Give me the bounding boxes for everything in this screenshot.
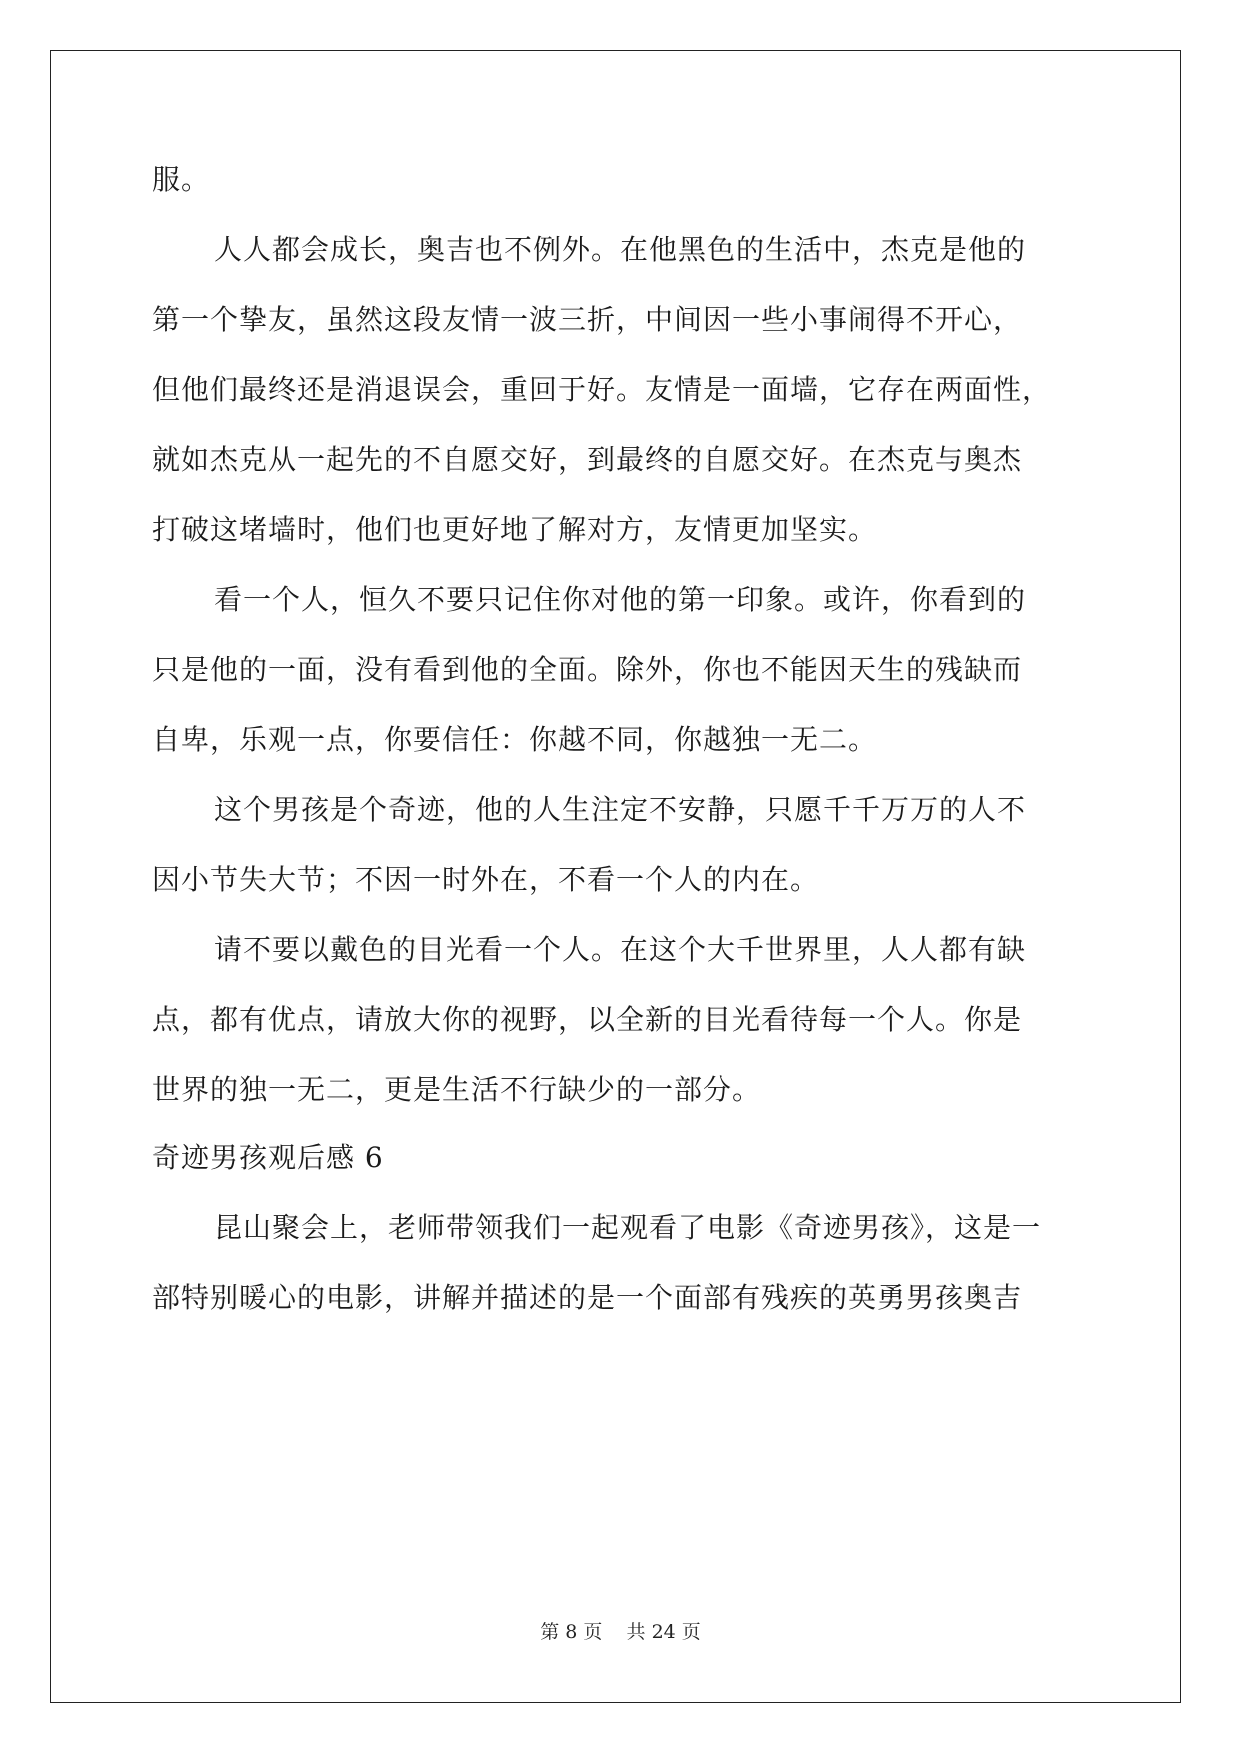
text-line: 自卑，乐观一点，你要信任：你越不同，你越独一无二。 [152, 723, 878, 756]
text-line: 服。 [152, 163, 211, 196]
text-line: 昆山聚会上，老师带领我们一起观看了电影《奇迹男孩》，这是一 [214, 1211, 1042, 1244]
text-line: 请不要以戴色的目光看一个人。在这个大千世界里，人人都有缺 [214, 933, 1027, 966]
text-line: 人人都会成长，奥吉也不例外。在他黑色的生活中，杰克是他的 [214, 233, 1027, 266]
text-line: 第一个挚友，虽然这段友情一波三折，中间因一些小事闹得不开心， [152, 303, 1023, 336]
text-line: 世界的独一无二，更是生活不行缺少的一部分。 [152, 1073, 762, 1106]
text-line: 就如杰克从一起先的不自愿交好，到最终的自愿交好。在杰克与奥杰 [152, 443, 1023, 476]
text-line: 部特别暖心的电影，讲解并描述的是一个面部有残疾的英勇男孩奥吉 [152, 1281, 1023, 1314]
text-line: 看一个人，恒久不要只记住你对他的第一印象。或许，你看到的 [214, 583, 1027, 616]
text-line: 打破这堵墙时，他们也更好地了解对方，友情更加坚实。 [152, 513, 878, 546]
section-heading: 奇迹男孩观后感 6 [152, 1141, 384, 1174]
text-line: 只是他的一面，没有看到他的全面。除外，你也不能因天生的残缺而 [152, 653, 1023, 686]
text-line: 这个男孩是个奇迹，他的人生注定不安静，只愿千千万万的人不 [214, 793, 1027, 826]
page-footer: 第 8 页 共 24 页 [540, 1621, 701, 1643]
text-line: 点，都有优点，请放大你的视野，以全新的目光看待每一个人。你是 [152, 1003, 1023, 1036]
text-line: 但他们最终还是消退误会，重回于好。友情是一面墙，它存在两面性， [152, 373, 1052, 406]
text-line: 因小节失大节；不因一时外在，不看一个人的内在。 [152, 863, 820, 896]
